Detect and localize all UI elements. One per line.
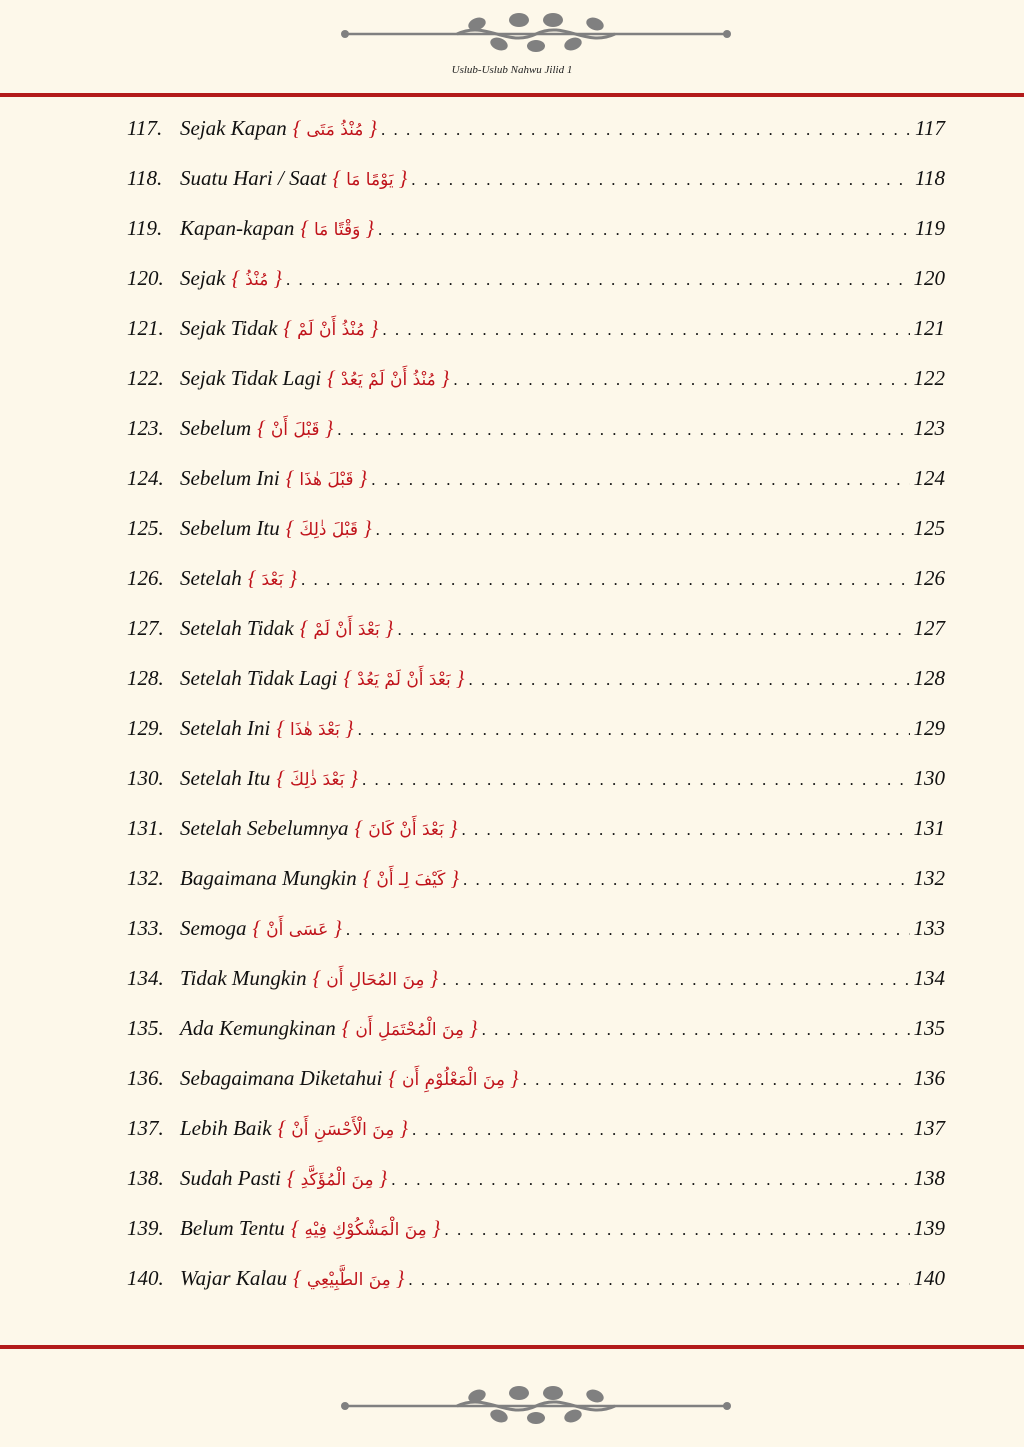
dot-leader	[286, 262, 910, 298]
entry-arabic: { بَعْدَ أَنْ كَانَ }	[354, 816, 458, 840]
toc-entry[interactable]	[127, 510, 945, 560]
toc-entry[interactable]	[127, 660, 945, 710]
entry-number: 125.	[127, 516, 164, 540]
entry-arabic: { بَعْدَ }	[247, 566, 297, 590]
entry-arabic: { مُنْذُ مَتَى }	[292, 116, 378, 140]
dot-leader	[301, 562, 910, 598]
entry-arabic: { مِنَ الْأَحْسَنِ أَنْ }	[277, 1116, 408, 1140]
entry-page: 136	[913, 1066, 945, 1090]
dot-leader	[482, 1012, 910, 1048]
toc-entry[interactable]	[127, 410, 945, 460]
entry-number: 129.	[127, 716, 164, 740]
running-header: Uslub-Uslub Nahwu Jilid 1	[451, 64, 573, 76]
entry-title: Tidak Mungkin	[180, 966, 307, 990]
toc-entry[interactable]	[127, 960, 945, 1010]
entry-arabic: { مِنَ الْمَعْلُوْمِ أَن }	[388, 1066, 519, 1090]
dot-leader	[411, 162, 911, 198]
entry-number: 120.	[127, 266, 164, 290]
entry-page: 140	[913, 1266, 945, 1290]
toc-entry[interactable]	[127, 860, 945, 910]
entry-title: Bagaimana Mungkin	[180, 866, 357, 890]
dot-leader	[362, 762, 909, 798]
entry-title: Setelah Tidak	[180, 616, 294, 640]
toc-entry[interactable]	[127, 460, 945, 510]
entry-number: 135.	[127, 1016, 164, 1040]
entry-arabic: { بَعْدَ ذٰلِكَ }	[276, 766, 359, 790]
entry-title: Belum Tentu	[180, 1216, 285, 1240]
entry-title: Sejak Kapan	[180, 116, 287, 140]
toc-entry[interactable]	[127, 760, 945, 810]
entry-page: 118	[915, 166, 945, 190]
entry-arabic: { مُنْذُ }	[231, 266, 282, 290]
dot-leader	[412, 1112, 910, 1148]
dot-leader	[376, 512, 910, 548]
footer-rule	[0, 1345, 1024, 1349]
entry-title: Sejak Tidak Lagi	[180, 366, 322, 390]
entry-page: 120	[913, 266, 945, 290]
toc-entry[interactable]	[127, 160, 945, 210]
toc-entry[interactable]	[127, 110, 945, 160]
entry-title: Sejak	[180, 266, 226, 290]
entry-arabic: { مِنَ الطَّبِيْعِي }	[293, 1266, 405, 1290]
entry-title: Sejak Tidak	[180, 316, 278, 340]
toc-entry[interactable]	[127, 1160, 945, 1210]
entry-arabic: { مِنَ المُحَالِ أَن }	[312, 966, 439, 990]
dot-leader	[381, 112, 911, 148]
entry-arabic: { عَسَى أَنْ }	[252, 916, 342, 940]
entry-number: 126.	[127, 566, 164, 590]
entry-arabic: { مِنَ الْمُؤَكَّدِ }	[286, 1166, 388, 1190]
entry-page: 123	[913, 416, 945, 440]
entry-arabic: { بَعْدَ أَنْ لَمْ }	[299, 616, 394, 640]
dot-leader	[463, 862, 909, 898]
dot-leader	[337, 412, 909, 448]
entry-page: 119	[915, 216, 945, 240]
entry-title: Setelah Tidak Lagi	[180, 666, 338, 690]
dot-leader	[358, 712, 910, 748]
entry-title: Sebelum Ini	[180, 466, 280, 490]
entry-number: 122.	[127, 366, 164, 390]
toc-entry[interactable]	[127, 210, 945, 260]
entry-page: 124	[913, 466, 945, 490]
entry-title: Wajar Kalau	[180, 1266, 288, 1290]
toc-entry[interactable]	[127, 710, 945, 760]
entry-number: 139.	[127, 1216, 164, 1240]
toc-entry[interactable]	[127, 1210, 945, 1260]
entry-arabic: { يَوْمًا مَا }	[332, 166, 408, 190]
entry-number: 132.	[127, 866, 164, 890]
entry-page: 122	[913, 366, 945, 390]
toc-entry[interactable]	[127, 610, 945, 660]
entry-page: 121	[913, 316, 945, 340]
entry-arabic: { قَبْلَ ذٰلِكَ }	[285, 516, 372, 540]
entry-title: Setelah	[180, 566, 242, 590]
dot-leader	[371, 462, 909, 498]
entry-number: 134.	[127, 966, 164, 990]
toc-entry[interactable]	[127, 810, 945, 860]
top-floral-ornament	[337, 10, 735, 54]
entry-title: Sudah Pasti	[180, 1166, 281, 1190]
entry-number: 118.	[127, 166, 163, 190]
entry-number: 131.	[127, 816, 164, 840]
entry-page: 125	[913, 516, 945, 540]
dot-leader	[453, 362, 909, 398]
dot-leader	[523, 1062, 910, 1098]
entry-arabic: { بَعْدَ أَنْ لَمْ يَعُدْ }	[343, 666, 465, 690]
dot-leader	[444, 1212, 909, 1248]
entry-title: Semoga	[180, 916, 247, 940]
entry-number: 138.	[127, 1166, 164, 1190]
toc-entry[interactable]	[127, 360, 945, 410]
entry-page: 126	[913, 566, 945, 590]
entry-page: 117	[915, 116, 945, 140]
entry-title: Kapan-kapan	[180, 216, 295, 240]
entry-arabic: { مُنْذُ أَنْ لَمْ }	[283, 316, 379, 340]
entry-arabic: { مُنْذُ أَنْ لَمْ يَعُدْ }	[327, 366, 450, 390]
entry-number: 136.	[127, 1066, 164, 1090]
entry-number: 121.	[127, 316, 164, 340]
entry-page: 137	[913, 1116, 945, 1140]
header-rule	[0, 93, 1024, 97]
entry-arabic: { وَقْتًا مَا }	[300, 216, 374, 240]
toc-entry[interactable]	[127, 310, 945, 360]
dot-leader	[468, 662, 909, 698]
entry-arabic: { قَبْلَ أَنْ }	[257, 416, 334, 440]
entry-number: 119.	[127, 216, 163, 240]
entry-number: 137.	[127, 1116, 164, 1140]
toc-entry[interactable]	[127, 1060, 945, 1110]
dot-leader	[442, 962, 909, 998]
toc-entry[interactable]	[127, 1260, 945, 1310]
entry-number: 124.	[127, 466, 164, 490]
entry-page: 138	[913, 1166, 945, 1190]
entry-title: Ada Kemungkinan	[180, 1016, 336, 1040]
entry-number: 127.	[127, 616, 164, 640]
entry-number: 123.	[127, 416, 164, 440]
entry-title: Suatu Hari / Saat	[180, 166, 327, 190]
dot-leader	[397, 612, 909, 648]
entry-title: Sebelum	[180, 416, 252, 440]
table-of-contents	[127, 110, 945, 1310]
entry-arabic: { قَبْلَ هٰذَا }	[285, 466, 368, 490]
entry-page: 129	[913, 716, 945, 740]
entry-number: 117.	[127, 116, 163, 140]
entry-page: 134	[913, 966, 945, 990]
toc-entry[interactable]	[127, 910, 945, 960]
dot-leader	[461, 812, 909, 848]
bottom-floral-ornament	[337, 1384, 735, 1428]
entry-number: 130.	[127, 766, 164, 790]
entry-title: Lebih Baik	[180, 1116, 272, 1140]
toc-entry[interactable]	[127, 1110, 945, 1160]
entry-number: 128.	[127, 666, 164, 690]
entry-title: Setelah Ini	[180, 716, 271, 740]
entry-title: Setelah Sebelumnya	[180, 816, 349, 840]
dot-leader	[391, 1162, 909, 1198]
entry-page: 131	[913, 816, 945, 840]
entry-page: 127	[913, 616, 945, 640]
entry-title: Setelah Itu	[180, 766, 271, 790]
toc-entry[interactable]	[127, 260, 945, 310]
entry-arabic: { بَعْدَ هٰذَا }	[276, 716, 354, 740]
toc-entry[interactable]	[127, 1010, 945, 1060]
entry-title: Sebagaimana Diketahui	[180, 1066, 383, 1090]
entry-arabic: { مِنَ الْمَشْكُوْكِ فِيْهِ }	[290, 1216, 441, 1240]
dot-leader	[408, 1262, 909, 1298]
entry-page: 135	[913, 1016, 945, 1040]
entry-arabic: { مِنَ الْمُحْتَمَلِ أَن }	[341, 1016, 478, 1040]
entry-page: 139	[913, 1216, 945, 1240]
entry-number: 133.	[127, 916, 164, 940]
entry-number: 140.	[127, 1266, 164, 1290]
toc-entry[interactable]	[127, 560, 945, 610]
entry-page: 132	[913, 866, 945, 890]
dot-leader	[378, 212, 911, 248]
entry-title: Sebelum Itu	[180, 516, 280, 540]
entry-page: 133	[913, 916, 945, 940]
entry-page: 128	[913, 666, 945, 690]
dot-leader	[382, 312, 909, 348]
dot-leader	[346, 912, 910, 948]
entry-page: 130	[913, 766, 945, 790]
entry-arabic: { كَيْفَ لِـ أَنْ }	[362, 866, 460, 890]
